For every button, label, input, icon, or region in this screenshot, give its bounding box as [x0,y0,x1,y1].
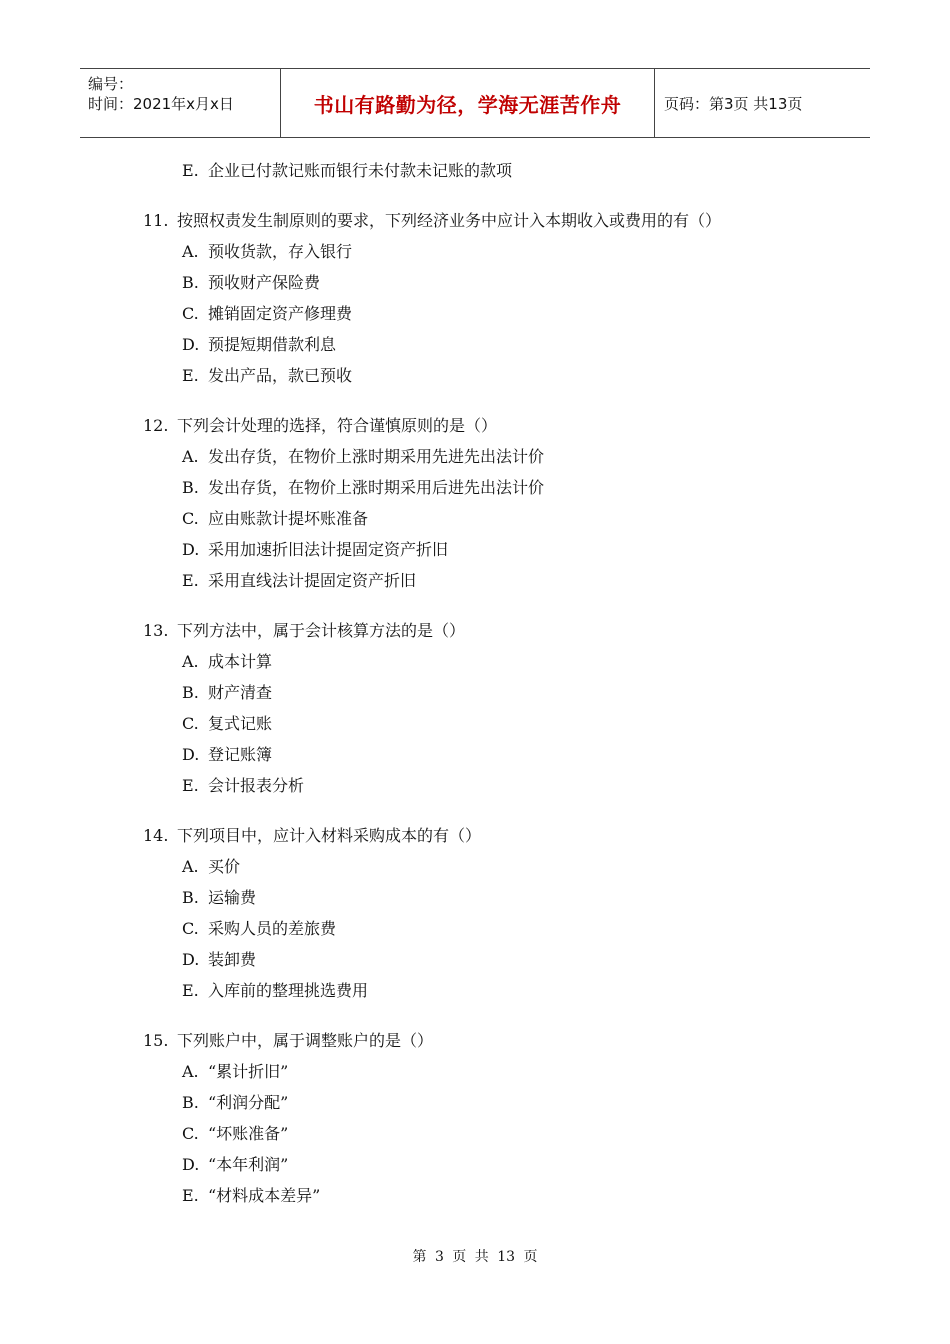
option-item [182,540,448,560]
option-text: 会计报表分析 [208,776,305,795]
option-item [182,242,352,262]
option-text: 买价 [208,857,241,876]
option-letter: E. [182,1186,199,1205]
option-text: 发出产品，款已预收 [208,366,353,385]
option-text: 企业已付款记账而银行未付款未记账的款项 [208,161,513,180]
header-motto: 书山有路勤为径，学海无涯苦作舟 [313,92,622,117]
option-text: 预收货款，存入银行 [208,242,353,261]
option-item [182,571,416,591]
question-text: 按照权责发生制原则的要求，下列经济业务中应计入本期收入或费用的有（） [177,211,722,230]
option-item [182,1124,288,1144]
option-text: “材料成本差异” [208,1186,321,1205]
option-text: 预收财产保险费 [208,273,321,292]
option-item [182,683,272,703]
question-stem [143,826,481,846]
question-stem [143,211,721,231]
page-footer: 第 3 页 共 13 页 [412,1249,538,1265]
option-item [182,1093,288,1113]
option-text: 采用加速折旧法计提固定资产折旧 [208,540,449,559]
document-date-label: 时间：2021年x月x日 [88,95,234,113]
option-letter: E. [182,981,199,1000]
option-text: 入库前的整理挑选费用 [208,981,369,1000]
question-text: 下列账户中，属于调整账户的是（） [177,1031,434,1050]
option-letter: D. [182,950,200,969]
header-motto-cell [280,69,655,137]
option-letter: B. [182,1093,199,1112]
option-letter: A. [182,1062,199,1081]
question-stem [143,416,497,436]
option-letter: E. [182,366,199,385]
document-number-label: 编号： [88,75,134,93]
option-item [182,335,336,355]
option-letter: B. [182,273,199,292]
option-text: 发出存货，在物价上涨时期采用后进先出法计价 [208,478,545,497]
option-item [182,478,544,498]
option-text: “坏账准备” [208,1124,289,1143]
question-number: 13. [143,621,169,640]
question-number: 15. [143,1031,169,1050]
option-letter: E. [182,571,199,590]
header-page-label: 页码：第3页 共13页 [664,94,803,113]
option-item [182,714,272,734]
option-text: 成本计算 [208,652,273,671]
option-text: 复式记账 [208,714,273,733]
option-text: “本年利润” [208,1155,289,1174]
option-letter: B. [182,888,199,907]
option-letter: A. [182,242,199,261]
option-item [182,273,320,293]
question-number: 12. [143,416,169,435]
option-letter: A. [182,857,199,876]
option-letter: C. [182,714,199,733]
option-item [182,366,352,386]
option-text: 发出存货，在物价上涨时期采用先进先出法计价 [208,447,545,466]
question-stem [143,621,465,641]
option-text: 采购人员的差旅费 [208,919,337,938]
option-text: 摊销固定资产修理费 [208,304,353,323]
option-letter: D. [182,745,200,764]
option-item [182,1155,288,1175]
option-item [182,981,368,1001]
option-item [182,857,240,877]
option-text: 运输费 [208,888,257,907]
option-letter: B. [182,683,199,702]
option-item [182,652,272,672]
option-text: 预提短期借款利息 [208,335,337,354]
question-number: 11. [143,211,169,230]
option-item [182,745,272,765]
page-header [80,68,870,138]
option-letter: A. [182,447,199,466]
option-letter: A. [182,652,199,671]
option-text: 登记账簿 [208,745,273,764]
question-text: 下列方法中，属于会计核算方法的是（） [177,621,466,640]
option-item [182,1186,320,1206]
header-page-cell [654,69,870,137]
option-item [182,888,256,908]
option-letter: C. [182,509,199,528]
option-letter: E. [182,776,199,795]
option-letter: D. [182,540,200,559]
option-item [182,950,256,970]
option-text: “利润分配” [208,1093,289,1112]
option-letter: C. [182,304,199,323]
option-item [182,776,304,796]
option-item [182,509,368,529]
option-text: “累计折旧” [208,1062,289,1081]
option-letter: C. [182,1124,199,1143]
question-text: 下列会计处理的选择，符合谨慎原则的是（） [177,416,498,435]
option-letter: B. [182,478,199,497]
option-text: 装卸费 [208,950,257,969]
option-letter: D. [182,335,200,354]
question-number: 14. [143,826,169,845]
option-text: 采用直线法计提固定资产折旧 [208,571,417,590]
header-info-cell [80,69,280,137]
option-letter: C. [182,919,199,938]
question-text: 下列项目中，应计入材料采购成本的有（） [177,826,482,845]
option-item [182,304,352,324]
option-item [182,447,544,467]
option-letter: E. [182,161,199,180]
option-letter: D. [182,1155,200,1174]
option-item [182,919,336,939]
option-item [182,1062,288,1082]
question-stem [143,1031,433,1051]
option-text: 应由账款计提坏账准备 [208,509,369,528]
option-text: 财产清查 [208,683,273,702]
option-item [182,161,512,181]
